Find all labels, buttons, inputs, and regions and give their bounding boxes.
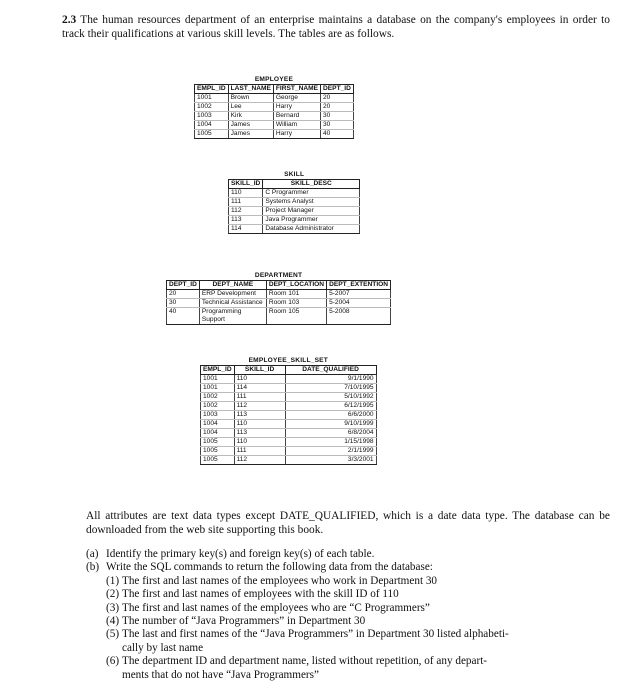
table-cell: 112 [234, 456, 285, 465]
employee-skill-set-table [200, 357, 377, 465]
table-row [201, 429, 377, 438]
list-item-continuation: ments that do not have “Java Programmers” [122, 668, 319, 681]
table-cell: Kirk [228, 112, 273, 121]
problem-text: The human resources department of an enterprise maintains a database on the company's employees in order to track their qualifications at various skill levels. The tables are as follows. [62, 14, 610, 40]
table-cell: Programming Support [199, 308, 266, 325]
skill-header-skill-id: SKILL_ID [229, 180, 263, 189]
table-cell: 6/8/2004 [285, 429, 376, 438]
question-b-label: (b) [86, 561, 100, 574]
problem-number: 2.3 [62, 14, 77, 26]
employee-skill-set-grid [200, 365, 377, 465]
table-cell: Harry [273, 130, 320, 139]
department-table-title: DEPARTMENT [254, 272, 303, 279]
employee-table [194, 76, 354, 139]
question-a [86, 548, 610, 561]
table-cell: James [228, 130, 273, 139]
table-cell: 1002 [201, 393, 235, 402]
list-item-label: (1) [106, 574, 120, 587]
question-b [86, 561, 610, 574]
employee-table-title: EMPLOYEE [254, 76, 294, 83]
problem-intro [62, 14, 610, 41]
table-row [229, 189, 360, 198]
table-cell: 6/6/2000 [285, 411, 376, 420]
table-cell: 40 [321, 130, 354, 139]
table-cell: Harry [273, 103, 320, 112]
table-cell: 1004 [201, 420, 235, 429]
question-b-text: Write the SQL commands to return the following data from the database: [106, 561, 433, 574]
list-item-label: (3) [106, 601, 120, 614]
table-cell: 110 [234, 420, 285, 429]
list-item-text: The department ID and department name, listed without repetition, of any depart- [122, 655, 488, 668]
table-row [195, 94, 354, 103]
table-row [229, 207, 360, 216]
question-list [86, 548, 610, 682]
table-row [201, 420, 377, 429]
table-cell: Brown [228, 94, 273, 103]
table-cell: 2/1/1999 [285, 447, 376, 456]
table-cell: Project Manager [263, 207, 360, 216]
list-item-text: The first and last names of employees with the skill ID of 110 [122, 588, 399, 601]
table-cell: 1005 [201, 447, 235, 456]
table-row [195, 121, 354, 130]
table-row [201, 402, 377, 411]
table-cell: 1005 [201, 456, 235, 465]
table-cell: George [273, 94, 320, 103]
table-cell: 113 [229, 216, 263, 225]
employee-header-first-name: FIRST_NAME [273, 85, 320, 94]
department-header-dept-name: DEPT_NAME [199, 281, 266, 290]
table-cell: 5-2004 [327, 299, 391, 308]
table-cell: 30 [167, 299, 200, 308]
table-cell: 5-2008 [327, 308, 391, 325]
table-cell: 1004 [201, 429, 235, 438]
skill-header-skill-desc: SKILL_DESC [263, 180, 360, 189]
table-cell: 1001 [201, 384, 235, 393]
table-cell: 1001 [201, 375, 235, 384]
table-row [229, 198, 360, 207]
list-item-label: (5) [106, 628, 120, 641]
list-item-text: The first and last names of the employees who are “C Programmers” [122, 601, 430, 614]
list-item-text: The last and first names of the “Java Programmers” in Department 30 listed alphabeti- [122, 628, 509, 641]
table-cell: 114 [234, 384, 285, 393]
list-item-continuation: cally by last name [122, 641, 204, 654]
table-cell: ERP Development [199, 290, 266, 299]
table-cell: Lee [228, 103, 273, 112]
list-item [106, 615, 610, 628]
list-item [106, 655, 610, 668]
note-paragraph: All attributes are text data types except DATE_QUALIFIED, which is a date data type. The database can be downloaded from the web site supporting this book. [86, 510, 610, 536]
table-row [229, 216, 360, 225]
list-item-label: (4) [106, 615, 120, 628]
table-row [167, 299, 391, 308]
question-a-text: Identify the primary key(s) and foreign key(s) of each table. [106, 548, 375, 560]
table-cell: 1004 [195, 121, 229, 130]
table-cell: 1003 [201, 411, 235, 420]
table-row [229, 225, 360, 234]
table-cell: 1/15/1998 [285, 438, 376, 447]
table-cell: Technical Assistance [199, 299, 266, 308]
employee-header-last-name: LAST_NAME [228, 85, 273, 94]
table-row [167, 290, 391, 299]
table-cell: 1002 [195, 103, 229, 112]
table-cell: 40 [167, 308, 200, 325]
table-row [201, 411, 377, 420]
ess-header-skill-id: SKILL_ID [234, 366, 285, 375]
table-cell: 9/1/1990 [285, 375, 376, 384]
table-cell: 1001 [195, 94, 229, 103]
skill-table-title: SKILL [284, 171, 305, 178]
table-cell: 5/10/1992 [285, 393, 376, 402]
table-cell: 112 [234, 402, 285, 411]
table-cell: 1002 [201, 402, 235, 411]
table-cell: 7/10/1995 [285, 384, 376, 393]
table-row [201, 438, 377, 447]
table-cell: Database Administrator [263, 225, 360, 234]
table-row [201, 447, 377, 456]
list-item [106, 588, 610, 601]
skill-grid [228, 179, 360, 234]
table-cell: 111 [234, 447, 285, 456]
table-row [201, 384, 377, 393]
question-a-label: (a) [86, 548, 99, 560]
list-item-text: The number of “Java Programmers” in Department 30 [122, 615, 366, 628]
employee-skill-set-table-title: EMPLOYEE_SKILL_SET [248, 357, 329, 364]
table-cell: 9/10/1999 [285, 420, 376, 429]
table-cell: 111 [229, 198, 263, 207]
table-cell: 114 [229, 225, 263, 234]
table-cell: William [273, 121, 320, 130]
list-item [106, 575, 610, 588]
table-cell: 30 [321, 121, 354, 130]
ess-header-empl-id: EMPL_ID [201, 366, 235, 375]
table-cell: 110 [229, 189, 263, 198]
table-row [201, 393, 377, 402]
department-header-dept-id: DEPT_ID [167, 281, 200, 290]
table-row [195, 103, 354, 112]
table-cell: 30 [321, 112, 354, 121]
table-cell: Room 105 [266, 308, 326, 325]
table-cell: 1005 [195, 130, 229, 139]
table-row [201, 456, 377, 465]
table-cell: 1003 [195, 112, 229, 121]
table-row [167, 308, 391, 325]
table-cell: 6/12/1995 [285, 402, 376, 411]
question-b-sublist [106, 575, 610, 682]
table-cell: 3/3/2001 [285, 456, 376, 465]
table-cell: C Programmer [263, 189, 360, 198]
skill-table [228, 171, 360, 234]
list-item-label: (6) [106, 655, 120, 668]
list-item-label: (2) [106, 588, 120, 601]
department-grid [166, 280, 391, 325]
list-item [106, 628, 610, 641]
table-cell: 112 [229, 207, 263, 216]
table-cell: 20 [167, 290, 200, 299]
table-cell: 20 [321, 103, 354, 112]
table-cell: 113 [234, 429, 285, 438]
table-cell: 110 [234, 375, 285, 384]
table-row [195, 130, 354, 139]
table-cell: 111 [234, 393, 285, 402]
ess-header-date-qualified: DATE_QUALIFIED [285, 366, 376, 375]
table-cell: 110 [234, 438, 285, 447]
list-item [106, 602, 610, 615]
department-header-dept-extention: DEPT_EXTENTION [327, 281, 391, 290]
table-cell: Room 103 [266, 299, 326, 308]
list-item-text: The first and last names of the employees who work in Department 30 [122, 574, 438, 587]
employee-header-empl-id: EMPL_ID [195, 85, 229, 94]
table-cell: James [228, 121, 273, 130]
table-cell: Room 101 [266, 290, 326, 299]
table-cell: Systems Analyst [263, 198, 360, 207]
table-cell: Bernard [273, 112, 320, 121]
table-cell: 20 [321, 94, 354, 103]
table-cell: Java Programmer [263, 216, 360, 225]
employee-grid [194, 84, 354, 139]
table-row [201, 375, 377, 384]
employee-header-dept-id: DEPT_ID [321, 85, 354, 94]
table-cell: 5-2007 [327, 290, 391, 299]
table-row [195, 112, 354, 121]
table-cell: 1005 [201, 438, 235, 447]
table-cell: 113 [234, 411, 285, 420]
department-table [166, 272, 391, 325]
department-header-dept-location: DEPT_LOCATION [266, 281, 326, 290]
